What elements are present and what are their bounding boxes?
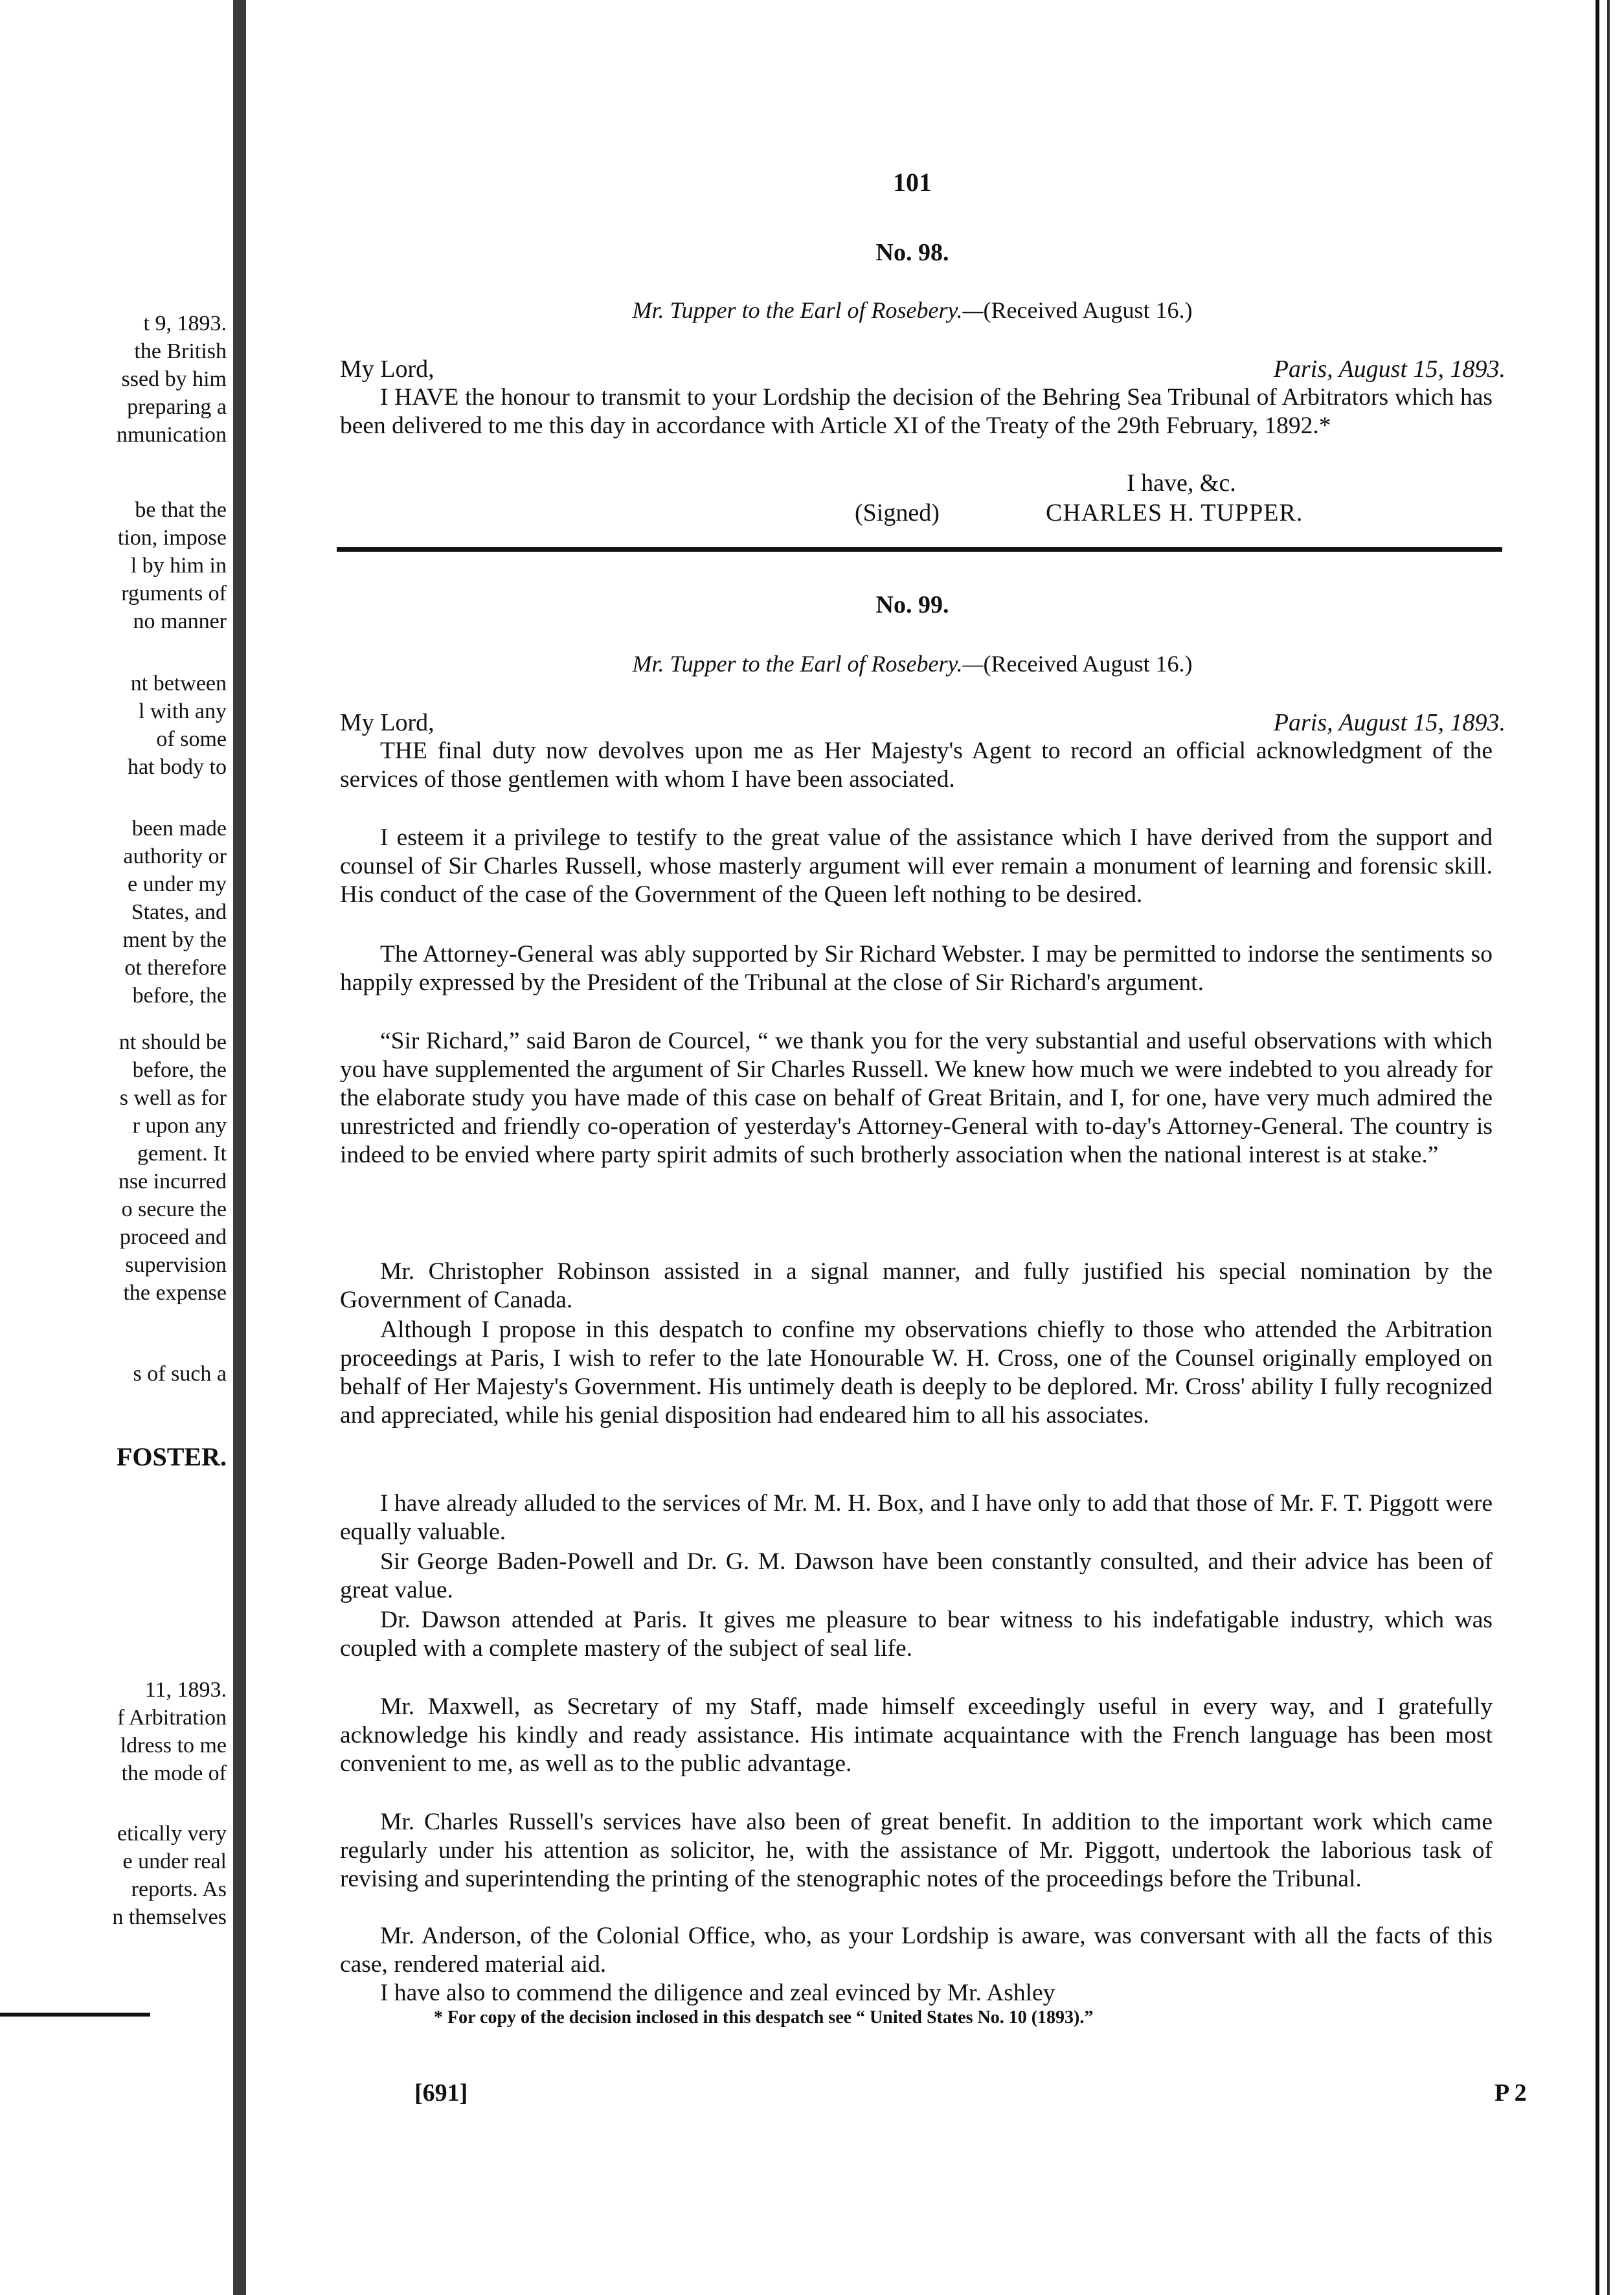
facing-page-line: t 9, 1893. xyxy=(143,311,227,335)
facing-page-line: before, the xyxy=(132,1058,227,1082)
facing-page-line: e under real xyxy=(122,1849,227,1873)
facing-page-line: supervision xyxy=(125,1253,227,1277)
letter-paragraph: Mr. Christopher Robinson assisted in a signal manner, and fully justified his special nomination by the Government of Canada. xyxy=(340,1258,1493,1313)
facing-page-line: ment by the xyxy=(122,928,227,952)
facing-page-line: hat body to xyxy=(128,755,227,779)
signer-name: CHARLES H. TUPPER. xyxy=(1046,499,1303,526)
salutation: My Lord, xyxy=(340,356,434,383)
letter-heading xyxy=(246,650,1579,677)
facing-page-line: authority or xyxy=(123,844,227,868)
facing-page-line: the expense xyxy=(123,1281,227,1305)
letter-paragraph: The Attorney-General was ably supported by Sir Richard Webster. I may be permitted to indorse the sentiments so happily expressed by the President of the Tribunal at the close of Sir Richard's argument. xyxy=(340,941,1493,996)
facing-page-line: ldress to me xyxy=(120,1734,227,1758)
facing-page-line: nt should be xyxy=(118,1030,227,1054)
letter-paragraph: I HAVE the honour to transmit to your Lordship the decision of the Behring Sea Tribunal of Arbitrators which has been delivered to me this day in accordance with Article XI of the Treaty of the 29th February, 1892.* xyxy=(340,384,1493,439)
heading-text: Mr. Tupper to the Earl of Rosebery.— xyxy=(632,651,984,677)
section-divider xyxy=(337,547,1502,552)
facing-page-rule xyxy=(0,2013,150,2017)
letter-heading xyxy=(246,297,1579,324)
facing-page-line: of some xyxy=(156,727,227,751)
facing-page-signature: FOSTER. xyxy=(116,1442,227,1471)
facing-page-line: r upon any xyxy=(132,1114,227,1138)
facing-page-line: nmunication xyxy=(117,423,227,447)
facing-page-line: l by him in xyxy=(130,554,227,578)
facing-page-line: s well as for xyxy=(119,1086,227,1110)
salutation: My Lord, xyxy=(340,709,434,736)
facing-page-line: rguments of xyxy=(121,582,227,605)
letter-paragraph: Sir George Baden-Powell and Dr. G. M. Dawson have been constantly consulted, and their advice has been of great value. xyxy=(340,1548,1493,1603)
facing-page-line: States, and xyxy=(131,900,227,924)
letter-paragraph: “Sir Richard,” said Baron de Courcel, “ we thank you for the very substantial and useful observations with which you have supplemented the argument of Sir Charles Russell. We knew how much we were indebted to you already for the elaborate study you have made of this case on behalf of Great Britain, and I, for one, have very much admired the unrestricted and friendly co-operation of yesterday's Attorney-General with to-day's Attorney-General. The country is indeed to be envied where party spirit admits of such brotherly association when the national interest is at stake.” xyxy=(340,1028,1493,1168)
letter-paragraph: Dr. Dawson attended at Paris. It gives me pleasure to bear witness to his indefatigable industry, which was coupled with a complete mastery of the subject of seal life. xyxy=(340,1607,1493,1662)
facing-page-line: s of such a xyxy=(133,1362,227,1386)
letter-paragraph: I have already alluded to the services of Mr. M. H. Box, and I have only to add that those of Mr. F. T. Piggott were equally valuable. xyxy=(340,1490,1493,1545)
letter-number: No. 99. xyxy=(875,591,949,618)
facing-page-line: been made xyxy=(131,817,227,841)
facing-page-line: tion, impose xyxy=(117,526,227,550)
facing-page-line: e under my xyxy=(128,872,227,896)
facing-page-line: ssed by him xyxy=(121,367,227,391)
page-edge xyxy=(1579,0,1624,2295)
received-date: (Received August 16.) xyxy=(983,651,1193,677)
facing-page-line: nt between xyxy=(130,672,227,695)
facing-page-line: o secure the xyxy=(121,1197,227,1221)
place-date: Paris, August 15, 1893. xyxy=(1273,709,1506,736)
closing: I have, &c. xyxy=(1127,469,1236,497)
facing-page-line: preparing a xyxy=(127,395,227,419)
letter-paragraph: Mr. Maxwell, as Secretary of my Staff, made himself exceedingly useful in every way, and I gratefully acknowledge his kindly and ready assistance. His intimate acquaintance with the French language has been most convenient to me, as well as to the public advantage. xyxy=(340,1693,1493,1777)
facing-page-line: no manner xyxy=(133,609,227,633)
facing-page-line: etically very xyxy=(117,1822,227,1846)
facing-page-line: reports. As xyxy=(131,1877,227,1901)
facing-page-line: f Arbitration xyxy=(117,1706,227,1730)
book-gutter xyxy=(233,0,246,2295)
document-page xyxy=(246,0,1579,2295)
signature-mark: P 2 xyxy=(1494,2079,1527,2107)
facing-page-line: the British xyxy=(134,339,227,363)
facing-page-line: l with any xyxy=(139,699,227,723)
facing-page-line: 11, 1893. xyxy=(144,1678,227,1702)
footnote: * For copy of the decision inclosed in this despatch see “ United States No. 10 (1893).” xyxy=(434,2007,1094,2028)
facing-page-line: ot therefore xyxy=(124,956,227,980)
letter-paragraph: Although I propose in this despatch to confine my observations chiefly to those who attended the Arbitration proceedings at Paris, I wish to refer to the late Honourable W. H. Cross, one of the Counsel originally employed on behalf of Her Majesty's Government. His untimely death is deeply to be deplored. Mr. Cross' ability I fully recognized and appreciated, while his genial disposition had endeared him to all his associates. xyxy=(340,1317,1493,1429)
heading-text: Mr. Tupper to the Earl of Rosebery.— xyxy=(632,297,984,323)
place-date: Paris, August 15, 1893. xyxy=(1273,356,1506,383)
facing-page-line: gement. It xyxy=(137,1142,227,1166)
letter-paragraph: THE final duty now devolves upon me as Her Majesty's Agent to record an official acknowledgment of the services of those gentlemen with whom I have been associated. xyxy=(340,738,1493,793)
salutation-row xyxy=(340,708,1506,737)
print-reference: [691] xyxy=(414,2079,468,2107)
received-date: (Received August 16.) xyxy=(983,297,1193,323)
facing-page-line: proceed and xyxy=(119,1225,227,1249)
letter-paragraph: Mr. Charles Russell's services have also been of great benefit. In addition to the important work which came regularly under his attention as solicitor, he, with the assistance of Mr. Piggott, undertook the laborious task of revising and superintending the printing of the stenographic notes of the proceedings before the Tribunal. xyxy=(340,1809,1493,1892)
facing-page-line: before, the xyxy=(132,984,227,1008)
letter-number: No. 98. xyxy=(875,239,949,266)
facing-page-line: nse incurred xyxy=(118,1170,227,1193)
salutation-row xyxy=(340,355,1506,383)
letter-paragraph: I esteem it a privilege to testify to the great value of the assistance which I have derived from the support and counsel of Sir Charles Russell, whose masterly argument will ever remain a monument of learning and forensic skill. His conduct of the case of the Government of the Queen left nothing to be desired. xyxy=(340,824,1493,908)
facing-page-line: be that the xyxy=(135,498,227,522)
signed-label: (Signed) xyxy=(855,499,940,526)
facing-page-line: n themselves xyxy=(112,1905,227,1929)
facing-page-line: the mode of xyxy=(121,1761,227,1785)
letter-paragraph: Mr. Anderson, of the Colonial Office, who, as your Lordship is aware, was conversant with all the facts of this case, rendered material aid. xyxy=(340,1923,1493,1978)
page-number: 101 xyxy=(893,168,932,197)
letter-paragraph: I have also to commend the diligence and zeal evinced by Mr. Ashley xyxy=(380,1980,1055,2006)
facing-page-fragment xyxy=(0,0,233,2295)
